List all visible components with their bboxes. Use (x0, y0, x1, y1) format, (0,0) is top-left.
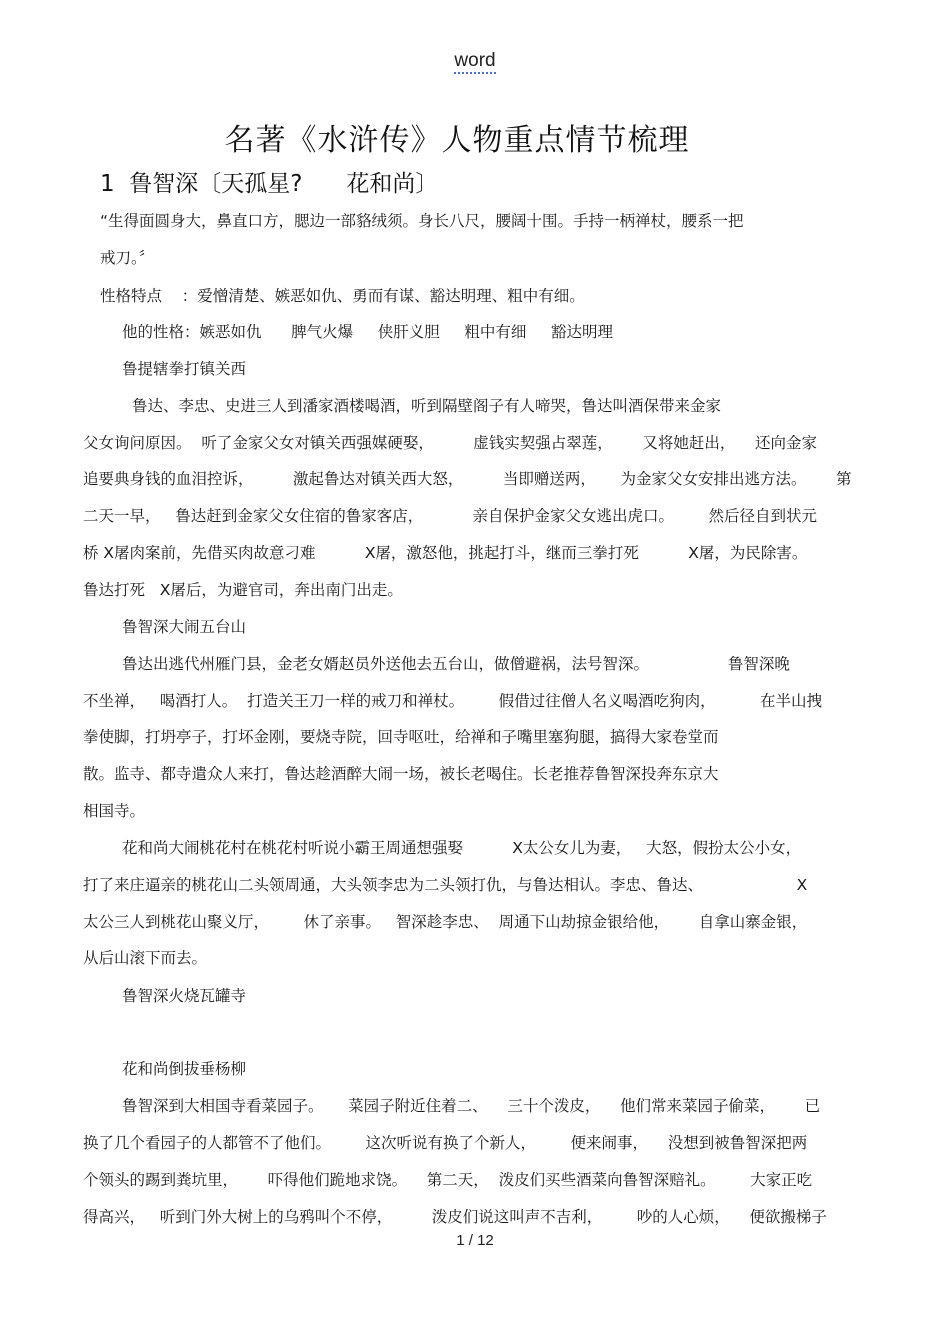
body-line: 桥 X屠肉案前，先借买肉故意刁难 X屠，激怒他，挑起打斗，继而三拳打死 X屠，为民除害。 (83, 544, 808, 562)
body-line: 花和尚大闹桃花村在桃花村听说小霸王周通想强娶 X太公女儿为妻， 大怒，假扮太公小女， (122, 839, 802, 857)
body-line: 鲁智深到大相国寺看菜园子。 菜园子附近住着二、 三十个泼皮， 他们常来菜园子偷菜， 已 (122, 1097, 821, 1115)
header-word-text: word (454, 50, 495, 74)
body-line: 鲁达出逃代州雁门县，金老女婿赵员外送他去五台山，做僧避祸，法号智深。 鲁智深晚 (122, 655, 790, 673)
body-line: 他的性格：嫉恶如仇 脾气火爆 侠肝义胆 粗中有细 豁达明理 (122, 323, 613, 341)
body-line: 散。监寺、都寺遣众人来打，鲁达趁酒醉大闹一场，被长老喝住。长老推荐鲁智深投奔东京大 (83, 765, 719, 783)
body-line: 不坐禅， 喝酒打人。 打造关王刀一样的戒刀和禅杖。 假借过往僧人名义喝酒吃狗肉， 在半山拽 (83, 692, 822, 710)
subheading: 鲁提辖拳打镇关西 (122, 360, 247, 378)
subheading: 鲁智深大闹五台山 (122, 618, 247, 636)
page-number: 1 / 12 (456, 1232, 494, 1249)
body-line: 从后山滚下而去。 (83, 949, 208, 967)
page-header (0, 50, 950, 72)
body-line: 二天一早， 鲁达赶到金家父女住宿的鲁家客店， 亲自保护金家父女逃出虎口。 然后径自到状元 (83, 507, 818, 525)
body-line: 打了来庄逼亲的桃花山二头领周通，大头领李忠为二头领打仇，与鲁达相认。李忠、鲁达、 X (83, 876, 808, 894)
body-line: 相国寺。 (83, 802, 146, 820)
document-title: 名著《水浒传》人物重点情节梳理 (224, 123, 690, 158)
body-line: 得高兴， 听到门外大树上的乌鸦叫个不停， 泼皮们说这叫声不吉利， 吵的人心烦， 便欲搬梯子 (83, 1208, 827, 1226)
subheading: 鲁智深火烧瓦罐寺 (122, 987, 247, 1005)
body-line: 戒刀。〞 (100, 249, 155, 267)
body-line: 鲁达、李忠、史进三人到潘家酒楼喝酒，听到隔壁阁子有人啼哭，鲁达叫酒保带来金家 (132, 397, 722, 415)
section-heading: 1 鲁智深〔天孤星? 花和尚〕 (100, 171, 439, 197)
body-line: 父女询问原因。 听了金家父女对镇关西强媒硬娶， 虚钱实契强占翠莲， 又将她赶出， 还向金家 (83, 434, 818, 452)
body-line: 个领头的踢到粪坑里， 吓得他们跪地求饶。 第二天， 泼皮们买些酒菜向鲁智深赔礼。 大家正吃 (83, 1171, 813, 1189)
body-line: 太公三人到桃花山聚义厅， 休了亲事。 智深趁李忠、 周通下山劫掠金银给他， 自拿山寨金银， (83, 913, 808, 931)
body-line: 追要典身钱的血泪控诉， 激起鲁达对镇关西大怒， 当即赠送两， 为金家父女安排出逃方法。 第 (83, 470, 852, 488)
body-line: 拳使脚，打坍亭子，打坏金刚，要烧寺院，回寺呕吐，给禅和子嘴里塞狗腿，搞得大家卷堂而 (83, 728, 719, 746)
subheading: 花和尚倒拔垂杨柳 (122, 1060, 247, 1078)
body-line: 鲁达打死 X屠后，为避官司，奔出南门出走。 (83, 581, 403, 599)
body-line: “生得面圆身大，鼻直口方，腮边一部貉绒须。身长八尺，腰阔十围。手持一柄禅杖，腰系一把 (100, 212, 744, 230)
body-line: 换了几个看园子的人都管不了他们。 这次听说有换了个新人， 便来闹事， 没想到被鲁智深把两 (83, 1134, 808, 1152)
body-line: 性格特点 ：爱憎清楚、嫉恶如仇、勇而有谋、豁达明理、粗中有细。 (100, 287, 585, 305)
